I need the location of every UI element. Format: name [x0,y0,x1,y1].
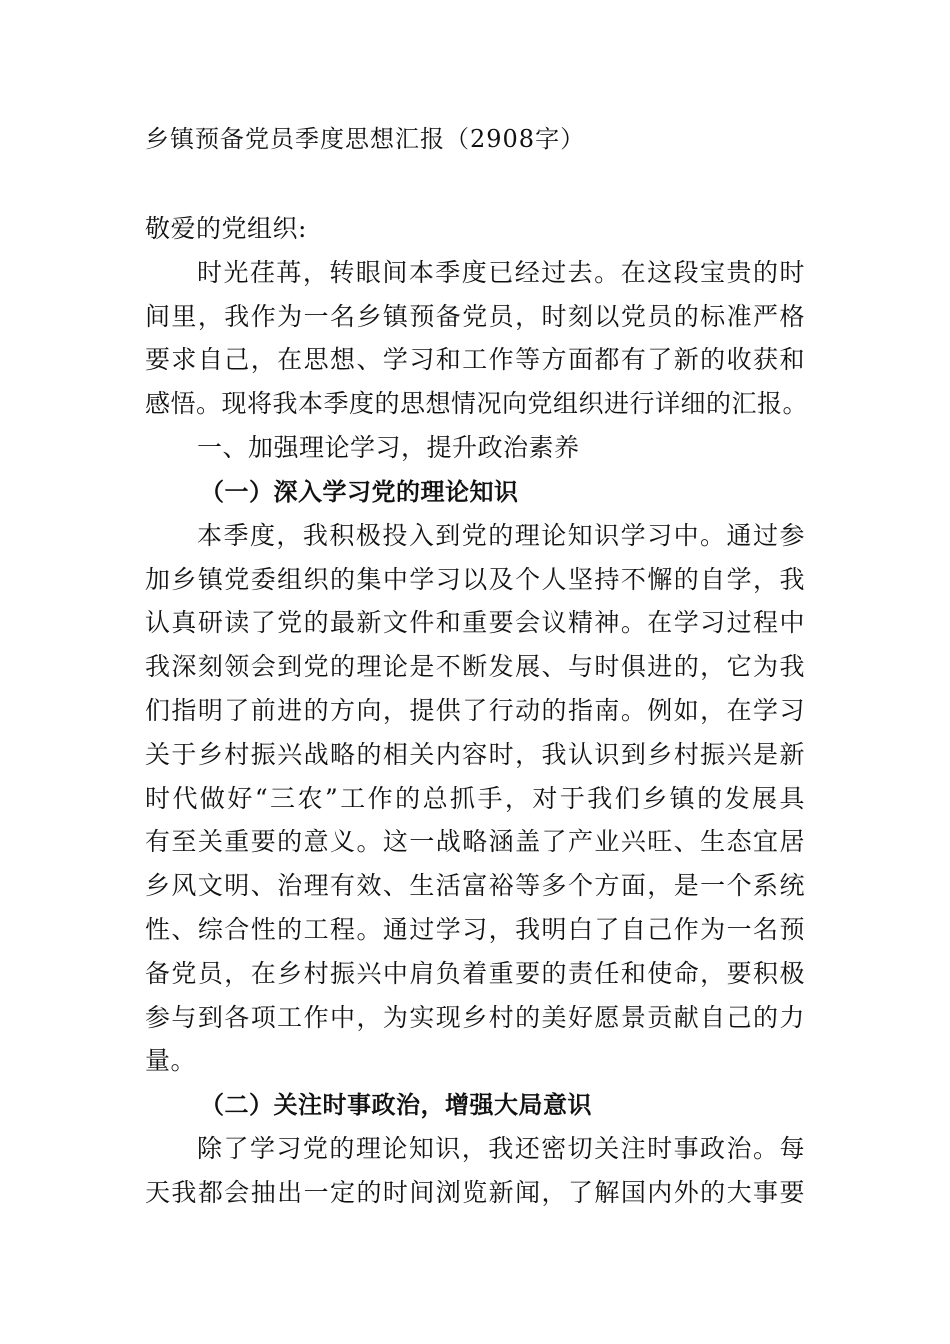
paragraph-line: 天我都会抽出一定的时间浏览新闻，了解国内外的大事要 [145,1178,805,1207]
document-title: 乡镇预备党员季度思想汇报（2908字） [145,125,586,153]
paragraph-line: 们指明了前进的方向，提供了行动的指南。例如，在学习 [145,696,805,725]
paragraph-line: 认真研读了党的最新文件和重要会议精神。在学习过程中 [145,608,805,637]
subsection-heading-1-2: （二）关注时事政治，增强大局意识 [200,1091,592,1119]
paragraph-line: 量。 [145,1046,197,1075]
paragraph-line: 间里，我作为一名乡镇预备党员，时刻以党员的标准严格 [145,302,805,331]
paragraph-line: 本季度，我积极投入到党的理论知识学习中。通过参 [197,521,805,550]
paragraph-line: 性、综合性的工程。通过学习，我明白了自己作为一名预 [145,915,805,944]
paragraph-line: 备党员，在乡村振兴中肩负着重要的责任和使命，要积极 [145,959,805,988]
paragraph-line: 要求自己，在思想、学习和工作等方面都有了新的收获和 [145,345,805,374]
paragraph-line: 乡风文明、治理有效、生活富裕等多个方面，是一个系统 [145,871,805,900]
paragraph-line: 参与到各项工作中，为实现乡村的美好愿景贡献自己的力 [145,1003,805,1032]
paragraph-line: 时代做好“三农”工作的总抓手，对于我们乡镇的发展具 [145,784,805,813]
paragraph-line: 我深刻领会到党的理论是不断发展、与时俱进的，它为我 [145,652,805,681]
paragraph-line: 时光荏苒，转眼间本季度已经过去。在这段宝贵的时 [197,258,805,287]
subsection-heading-1-1: （一）深入学习党的理论知识 [200,478,519,506]
paragraph-line: 加乡镇党委组织的集中学习以及个人坚持不懈的自学，我 [145,565,805,594]
paragraph-line: 除了学习党的理论知识，我还密切关注时事政治。每 [197,1134,805,1163]
section-heading-1: 一、加强理论学习，提升政治素养 [197,433,580,462]
paragraph-line: 关于乡村振兴战略的相关内容时，我认识到乡村振兴是新 [145,740,805,769]
paragraph-line: 感悟。现将我本季度的思想情况向党组织进行详细的汇报。 [145,389,809,418]
paragraph-line: 有至关重要的意义。这一战略涵盖了产业兴旺、生态宜居 [145,827,805,856]
salutation: 敬爱的党组织: [145,214,307,243]
